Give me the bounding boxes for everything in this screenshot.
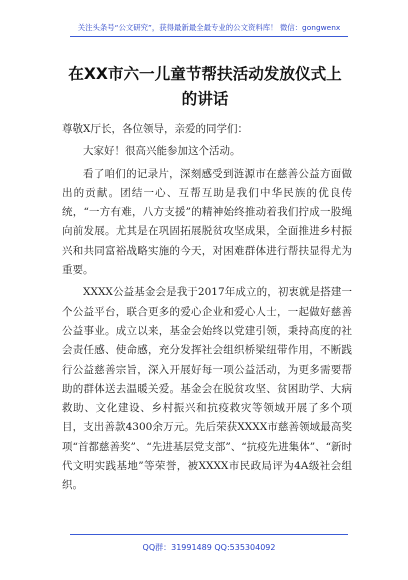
body-paragraph-2: XXXX公益基金会是我于2017年成立的，初衷就是搭建一个公益平台，联合更多的爱心企业和爱心人士，一起做好慈善公益事业。成立以来，基金会始终以党建引领，秉持高度的社会责任感、使命感，充分发挥社会组织桥梁纽带作用，不断践行公益慈善宗旨，深入开展好每一项公益活动，为更多需要帮助的群体送去温暖关爱。基金会在脱贫攻坚、贫困助学、大病救助、文化建设、乡村振兴和抗疫救灾等领域开展了多个项目，支出善款4300余万元。先后荣获XXXX市慈善领域最高奖项“首都慈善奖”、“先进基层党支部”、“抗疫先进集体”、“新时代文明实践基地”等荣誉，被XXXX市民政局评为4A级社会组织。 (62, 286, 352, 492)
salutation: 尊敬X厅长，各位领导，亲爱的同学们： (62, 123, 248, 135)
document-body (62, 120, 352, 496)
footer-contact-text: QQ群：31991489 QQ:535304092 (142, 543, 276, 552)
footer-divider (70, 534, 348, 535)
body-paragraph-1: 看了咱们的记录片，深刻感受到涟源市在慈善公益方面做出的贡献。团结一心、互帮互助是我们中华民族的优良传统，“一方有难，八方支援”的精神始终推动着我们拧成一股绳向前发展。尤其是在巩固拓展脱贫攻坚成果，全面推进乡村振兴和共同富裕战略实施的今天，对困难群体进行帮扶显得尤为重要。 (62, 167, 352, 277)
footer-contact (70, 542, 348, 554)
document-title (40, 62, 370, 112)
header-banner (70, 22, 348, 37)
greeting: 大家好！很高兴能参加这个活动。 (83, 145, 241, 158)
document-title-line-1: 在XX市六一儿童节帮扶活动发放仪式上 (68, 65, 342, 83)
header-banner-text: 关注头条号“公文研究”，获得最新最全最专业的公文资料库！ 微信：gongwenx (77, 23, 341, 32)
document-title-line-2: 的讲话 (181, 90, 229, 108)
